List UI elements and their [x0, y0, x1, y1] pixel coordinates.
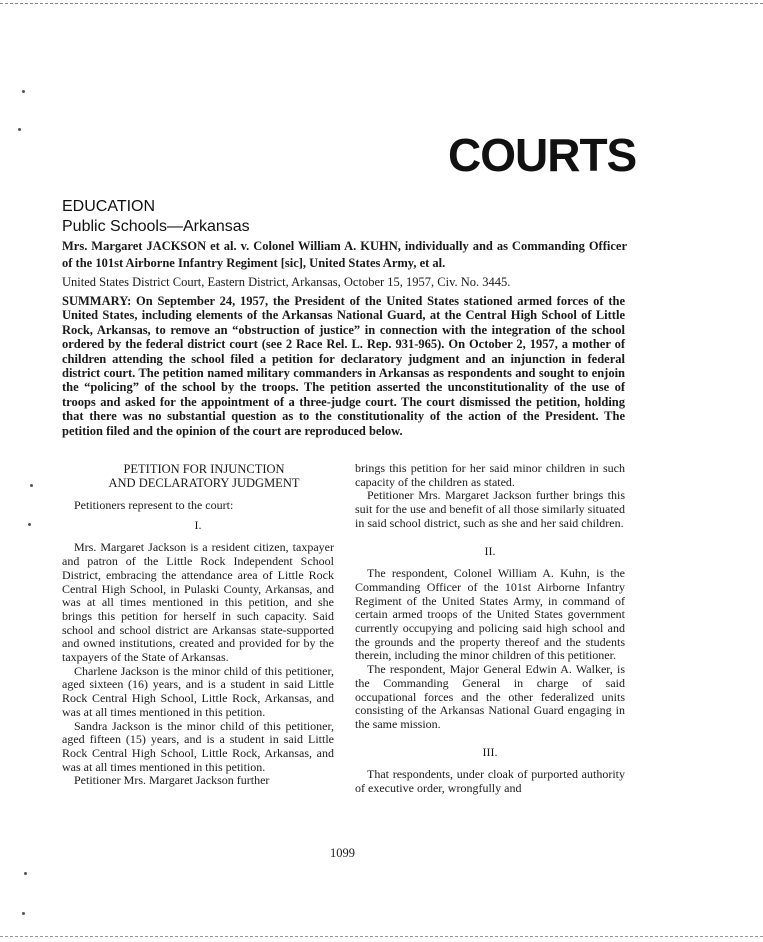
scan-speck	[22, 912, 25, 915]
scan-speck	[28, 523, 31, 526]
petition-title-line2: AND DECLARATORY JUDGMENT	[108, 476, 300, 490]
scan-speck	[22, 90, 25, 93]
petition-title-line1: PETITION FOR INJUNCTION	[123, 462, 285, 476]
paragraph: That respondents, under cloak of purported authority of executive order, wrongfully and	[355, 767, 625, 796]
page-heading: COURTS	[448, 129, 637, 181]
court-line: United States District Court, Eastern District, Arkansas, October 15, 1957, Civ. No. 3445.	[62, 275, 511, 289]
right-column	[355, 462, 625, 796]
top-scan-border	[0, 3, 763, 4]
paragraph: Petitioner Mrs. Margaret Jackson further	[74, 773, 270, 788]
section-title: EDUCATION	[62, 198, 156, 215]
paragraph: brings this petition for her said minor children in such capacity of the children as stated.	[355, 461, 625, 489]
scan-speck	[30, 484, 33, 487]
paragraph: The respondent, Colonel William A. Kuhn, is the Commanding Officer of the 101st Airborne Infantry Regiment of the United States Army, in command of certain armed troops of the United States government currently occupying and policing said high school and the grounds and the property thereof and the students therein, including the minor children of this petitioner.	[355, 566, 625, 663]
petition-intro: Petitioners represent to the court:	[74, 498, 234, 512]
paragraph: Sandra Jackson is the minor child of this petitioner, aged fifteen (15) years, and is a student in said Little Rock Central High School, Little Rock, Arkansas, and was at all times mentioned in this petition.	[62, 718, 334, 774]
case-title: Mrs. Margaret JACKSON et al. v. Colonel William A. KUHN, individually and as Commanding Officer of the 101st Airborne Infantry Regiment [sic], United States Army, et al.	[62, 239, 627, 270]
bottom-scan-border	[0, 936, 763, 937]
numeral-iii: III.	[482, 744, 498, 759]
paragraph: The respondent, Major General Edwin A. Walker, is the Commanding General in charge of said occupational forces and the other federalized units consisting of the Arkansas National Guard engaging in the same mission.	[355, 662, 625, 731]
scan-speck	[24, 872, 27, 875]
scan-speck	[18, 128, 21, 131]
paragraph: Petitioner Mrs. Margaret Jackson further brings this suit for the use and benefit of all those similarly situated in said school district, such as she and her said children.	[355, 488, 625, 530]
paragraph: Charlene Jackson is the minor child of this petitioner, aged sixteen (16) years, and is a student in said Little Rock Central High School, Little Rock, Arkansas, and was at all times mentioned in this petition.	[62, 663, 334, 719]
left-column	[62, 462, 334, 788]
numeral-ii: II.	[484, 543, 496, 558]
numeral-i: I.	[194, 517, 202, 532]
summary-paragraph: SUMMARY: On September 24, 1957, the President of the United States stationed armed forces of the United States, including elements of the Arkansas National Guard, at the Central High School of Little Rock, Arkansas, to remove an “obstruction of justice” in connection with the integration of the school ordered by the federal district court (see 2 Race Rel. L. Rep. 931-965). On October 2, 1957, a mother of children attending the school filed a petition for declaratory judgment and an injunction in federal district court. The petition named military commanders in Arkansas as respondents and sought to enjoin the “policing” of the school by the troops. The petition asserted the unconstitutionality of the use of troops and asked for the appointment of a three-judge court. The court dismissed the petition, holding that there was no substantial question as to the constitutionality of the action of the President. The petition filed and the opinion of the court are reproduced below.	[62, 294, 625, 438]
paragraph: Mrs. Margaret Jackson is a resident citizen, taxpayer and patron of the Little Rock Independent School District, embracing the attendance area of Little Rock Central High School, in Pulaski County, Arkansas, and was at all times mentioned in this petition, and she brings this petition for herself in such capacity. Said school and school district are Arkansas state-supported and owned institutions, created and provided for by the taxpayers of the State of Arkansas.	[62, 540, 334, 665]
subsection-title: Public Schools—Arkansas	[62, 218, 250, 235]
page-number: 1099	[330, 846, 355, 860]
